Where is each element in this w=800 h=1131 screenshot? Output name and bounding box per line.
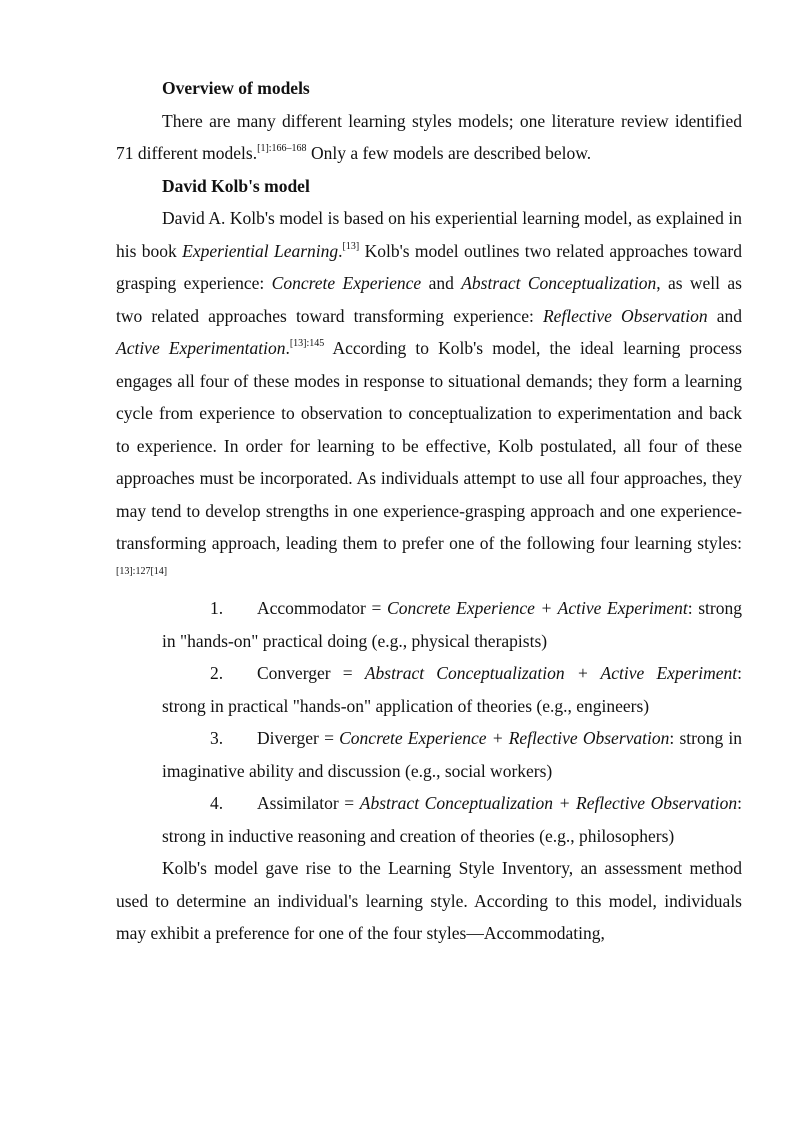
style-formula: Concrete Experience + Active Experiment: [387, 598, 688, 618]
style-name: Assimilator =: [257, 793, 360, 813]
term-reflective-observation: Reflective Observation: [542, 305, 708, 326]
kolb-text-8: According to Kolb's model, the ideal learning process engages all four of these modes in response to situational demands; they form a learning cycle from experience to observation to conceptualization to experimentation and back to experience. In order for learning to be effective, Kolb postulated, all four of these approaches must be incorporated. As individuals attempt to use all four approaches, they may tend to develop strengths in one experience-grasping approach and one experience-transforming approach, leading them to prefer one of the following four learning styles:: [116, 338, 742, 553]
citation-13: [13]: [342, 240, 360, 252]
kolb-text-3: Kolb's model outlines two related approaches toward grasping experience:: [116, 240, 742, 293]
style-formula: Abstract Conceptualization + Active Experiment: [364, 663, 738, 683]
citation-overview: [1]:166–168: [257, 143, 307, 155]
kolb-text-7: .: [285, 338, 290, 358]
list-number: 1.: [210, 598, 224, 618]
style-formula: Abstract Conceptualization + Reflective Observation: [359, 793, 738, 813]
heading-kolb: David Kolb's model: [162, 175, 310, 196]
overview-text: There are many different learning styles models; one literature review identified 71 different models.: [116, 110, 742, 163]
style-name: Accommodator =: [257, 598, 388, 618]
term-abstract-conceptualization: Abstract Conceptualization: [461, 273, 657, 293]
paragraph-lsi: Kolb's model gave rise to the Learning Style Inventory, an assessment method used to determine an individual's learning style. According to this model, individuals may exhibit a preference for one of the four styles—Accommodating,: [116, 858, 742, 943]
list-number: 4.: [210, 793, 224, 813]
book-title: Experiential Learning: [182, 240, 339, 261]
kolb-text-5: , as well as two related approaches toward transforming experience:: [116, 273, 742, 326]
paragraph-overview: [116, 105, 742, 170]
list-item: [116, 722, 742, 787]
kolb-text-6: and: [707, 305, 742, 326]
style-description: : strong in inductive reasoning and creation of theories (e.g., philosophers): [162, 793, 742, 846]
citation-13-145: [13]:145: [289, 338, 325, 350]
style-name: Converger =: [257, 663, 365, 683]
overview-tail: Only a few models are described below.: [306, 143, 592, 163]
style-formula: Concrete Experience + Reflective Observation: [339, 728, 670, 748]
paragraph-kolb: [116, 202, 742, 592]
kolb-text-2: .: [338, 240, 343, 261]
list-item: [116, 657, 742, 722]
kolb-text-1: David A. Kolb's model is based on his experiential learning model, as explained in his book: [116, 208, 742, 261]
style-description: : strong in practical "hands-on" application of theories (e.g., engineers): [162, 663, 742, 716]
kolb-text-4: and: [421, 273, 462, 293]
style-description: : strong in "hands-on" practical doing (e.g., physical therapists): [162, 598, 742, 651]
list-number: 2.: [210, 663, 224, 683]
term-active-experimentation: Active Experimentation: [116, 338, 286, 358]
term-concrete-experience: Concrete Experience: [271, 273, 422, 293]
document-page: [116, 72, 742, 950]
style-name: Diverger =: [257, 728, 340, 748]
citation-13-127-14: [13]:127[14]: [116, 565, 168, 577]
heading-overview: Overview of models: [162, 78, 310, 98]
list-item: [116, 592, 742, 657]
list-number: 3.: [210, 728, 224, 748]
list-item: [116, 787, 742, 852]
style-description: : strong in imaginative ability and discussion (e.g., social workers): [162, 728, 742, 781]
learning-styles-list: [116, 592, 742, 852]
